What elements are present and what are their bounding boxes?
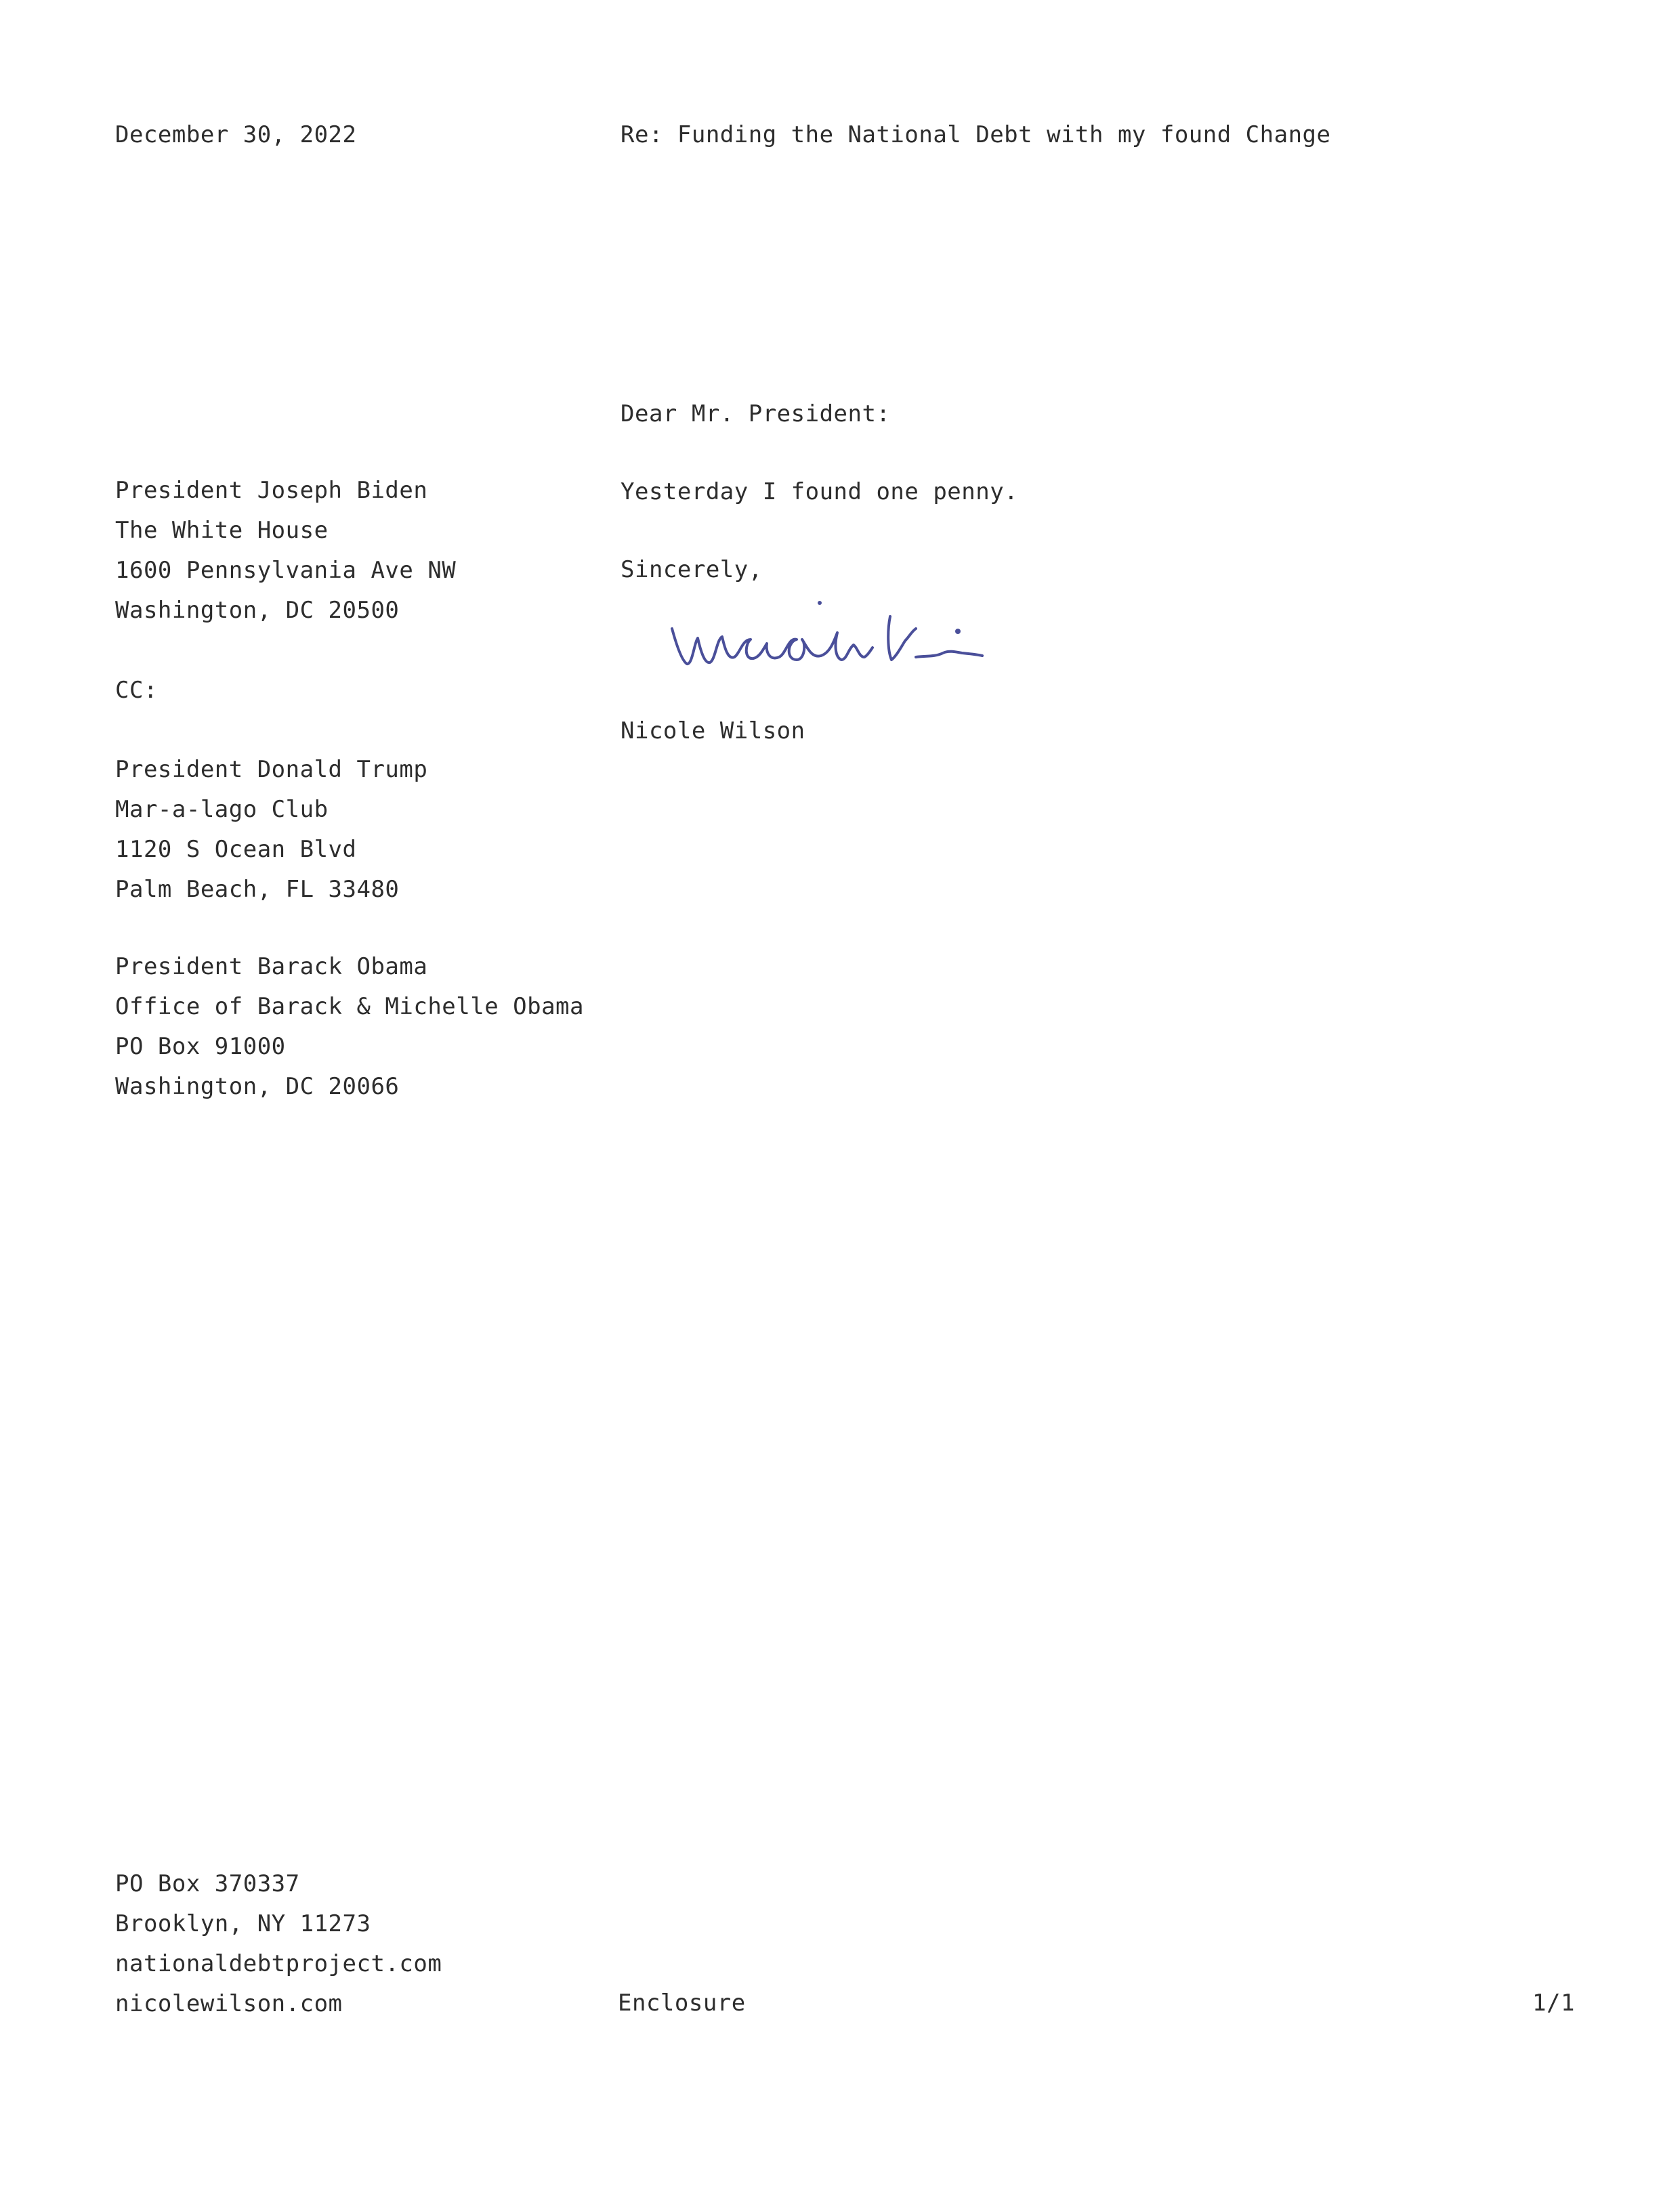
recipient-address <box>115 471 456 631</box>
signer-name: Nicole Wilson <box>621 717 805 744</box>
letter-body: Yesterday I found one penny. <box>621 478 1019 505</box>
address-line: Washington, DC 20500 <box>115 597 400 624</box>
cc-label: CC: <box>115 677 158 704</box>
enclosure-note: Enclosure <box>618 1990 746 2017</box>
address-line: Office of Barack & Michelle Obama <box>115 993 585 1020</box>
address-line: President Joseph Biden <box>115 477 428 504</box>
letter-date: December 30, 2022 <box>115 121 357 148</box>
address-line: PO Box 91000 <box>115 1033 286 1060</box>
closing: Sincerely, <box>621 556 763 583</box>
address-line: President Barack Obama <box>115 953 428 980</box>
cc-address <box>115 947 584 1107</box>
page-number: 1/1 <box>1532 1990 1575 2017</box>
footer-website: nationaldebtproject.com <box>115 1950 442 1977</box>
address-line: Palm Beach, FL 33480 <box>115 876 400 903</box>
handwritten-signature <box>664 589 1003 684</box>
address-line: President Donald Trump <box>115 756 428 783</box>
address-line: 1120 S Ocean Blvd <box>115 836 357 863</box>
footer-website: nicolewilson.com <box>115 1990 343 2017</box>
address-line: 1600 Pennsylvania Ave NW <box>115 557 457 584</box>
cc-address <box>115 750 427 910</box>
address-line: Washington, DC 20066 <box>115 1073 400 1100</box>
address-line: The White House <box>115 517 329 544</box>
letter-subject: Re: Funding the National Debt with my found Change <box>621 121 1331 148</box>
footer-line: Brooklyn, NY 11273 <box>115 1910 371 1937</box>
address-line: Mar-a-lago Club <box>115 796 329 823</box>
footer-line: PO Box 370337 <box>115 1870 300 1897</box>
sender-footer-address <box>115 1864 442 2024</box>
salutation: Dear Mr. President: <box>621 400 891 427</box>
